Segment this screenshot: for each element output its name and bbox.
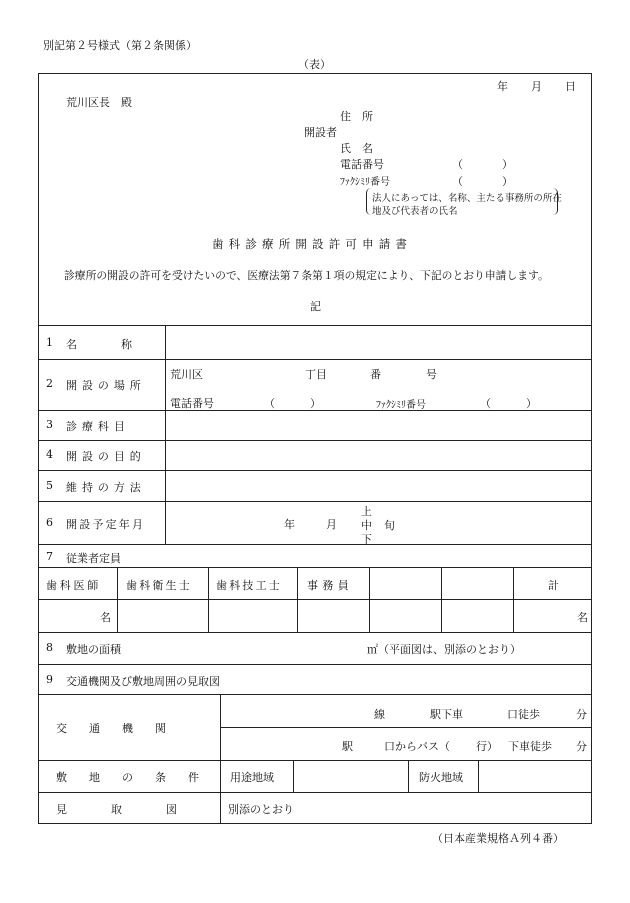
row2-fax-close: ） [526, 397, 537, 410]
form-id: 別記第２号様式（第２条関係） [43, 39, 197, 52]
row2-go: 号 [426, 368, 437, 381]
row2-phone-open: （ [264, 397, 275, 410]
line-h-567 [38, 567, 592, 568]
line-v-site1 [293, 760, 294, 792]
row5-label: 維持の方法 [66, 481, 146, 494]
line-v-site3 [478, 760, 479, 792]
site-conditions-label: 敷 地 の 条 件 [56, 771, 199, 784]
transport-fun-1: 分 [576, 708, 587, 721]
fax-label: ﾌｧｸｼﾐﾘ番号 [340, 177, 390, 188]
corp-note-line1: 法人にあっては、名称、主たる事務所の所在 [372, 193, 562, 204]
row4-num: 4 [46, 448, 53, 461]
ki-mark: 記 [310, 300, 321, 313]
row6-year: 年 [284, 518, 295, 531]
row7-label: 従業者定員 [66, 552, 121, 565]
staff-header-hygienist: 歯科衛生士 [126, 579, 192, 592]
founder-label: 開設者 [304, 126, 337, 139]
line-h-792 [38, 792, 592, 793]
row6-month: 月 [326, 518, 337, 531]
row1-label: 名 称 [66, 338, 132, 351]
row6-chuu: 中 [361, 519, 372, 532]
row2-ward: 荒川区 [170, 368, 203, 381]
line-h-544 [38, 544, 592, 545]
line-h-664 [38, 664, 592, 665]
mitori-value: 別添のとおり [228, 803, 294, 816]
row3-num: 3 [46, 418, 53, 431]
fax-paren-close: ） [502, 175, 513, 188]
row2-num: 2 [46, 377, 53, 390]
line-v-label [165, 325, 166, 544]
line-v-staff3 [297, 567, 298, 632]
date-year: 年 [497, 80, 508, 93]
row2-fax: ﾌｧｸｼﾐﾘ番号 [376, 400, 426, 411]
row2-ban: 番 [370, 368, 381, 381]
row3-label: 診療科目 [66, 420, 130, 433]
row4-label: 開設の目的 [66, 450, 146, 463]
line-v-staff6 [513, 567, 514, 632]
transport-sen: 線 [374, 708, 385, 721]
address-label: 住 所 [340, 110, 373, 123]
line-h-501 [38, 501, 592, 502]
row6-jou: 上 [361, 505, 372, 518]
fax-paren-open: （ [452, 175, 463, 188]
line-h-632 [38, 632, 592, 633]
row8-label: 敷地の面積 [66, 643, 121, 656]
date-day: 日 [565, 80, 576, 93]
row2-phone-close: ） [310, 397, 321, 410]
line-v-staff1 [117, 567, 118, 632]
date-month: 月 [531, 80, 542, 93]
form-title: 歯科診療所開設許可申請書 [212, 237, 413, 251]
row6-jun: 旬 [384, 519, 395, 532]
statement: 診療所の開設の許可を受けたいので、医療法第７条第１項の規定により、下記のとおり申請します。 [64, 269, 549, 282]
transport-kuchi-toho: 口徒歩 [507, 708, 540, 721]
row2-phone: 電話番号 [170, 397, 214, 410]
corp-note-line2: 地及び代表者の氏名 [372, 206, 458, 217]
transport-label: 交 通 機 関 [56, 722, 166, 735]
row8-num: 8 [46, 641, 53, 654]
phone-paren-close: ） [502, 158, 513, 171]
row2-fax-open: （ [480, 397, 491, 410]
addressee: 荒川区長 殿 [66, 96, 132, 109]
line-v-staff4 [369, 567, 370, 632]
staff-header-clerk: 事務員 [307, 579, 354, 592]
phone-label: 電話番号 [340, 158, 384, 171]
line-h-359 [38, 359, 592, 360]
site-bouka-label: 防火地域 [419, 771, 463, 784]
row6-ge: 下 [361, 533, 372, 546]
row6-num: 6 [46, 516, 53, 529]
staff-header-technician: 歯科技工士 [216, 579, 282, 592]
line-h-470 [38, 470, 592, 471]
row7-num: 7 [46, 550, 53, 563]
row9-num: 9 [46, 673, 53, 686]
row2-chome: 丁目 [305, 368, 327, 381]
mitori-label: 見 取 図 [56, 803, 177, 816]
transport-kuchi-bus: 口からバス（ [384, 740, 450, 753]
row5-num: 5 [46, 479, 53, 492]
staff-header-total: 計 [548, 579, 559, 592]
transport-eki-gesha: 駅下車 [430, 708, 463, 721]
line-h-727 [220, 727, 592, 728]
row9-label: 交通機関及び敷地周囲の見取図 [66, 675, 220, 688]
site-youto-label: 用途地域 [230, 771, 274, 784]
line-h-760 [38, 760, 592, 761]
line-h-440 [38, 440, 592, 441]
row8-unit-note: ㎡（平面図は、別添のとおり） [367, 643, 521, 656]
line-v-site2 [408, 760, 409, 792]
transport-eki: 駅 [342, 740, 353, 753]
side-label: （表） [298, 58, 331, 71]
line-h-599 [38, 599, 592, 600]
row1-num: 1 [46, 336, 53, 349]
staff-header-dentist: 歯科医師 [46, 579, 101, 592]
transport-gesha-toho: 下車徒歩 [508, 740, 552, 753]
line-v-transport [220, 694, 221, 824]
row2-label: 開設の場所 [66, 379, 146, 392]
line-v-staff5 [441, 567, 442, 632]
phone-paren-open: （ [452, 158, 463, 171]
transport-fun-2: 分 [576, 740, 587, 753]
transport-yuki: 行） [476, 740, 498, 753]
line-h-694 [38, 694, 592, 695]
row6-label: 開設予定年月 [66, 518, 146, 531]
staff-unit-total: 名 [577, 611, 588, 624]
footer-paper-size: （日本産業規格Ａ列４番） [432, 832, 564, 845]
line-h-325 [38, 325, 592, 326]
line-v-staff2 [208, 567, 209, 632]
name-label: 氏 名 [340, 142, 373, 155]
staff-unit-dentist: 名 [100, 611, 111, 624]
